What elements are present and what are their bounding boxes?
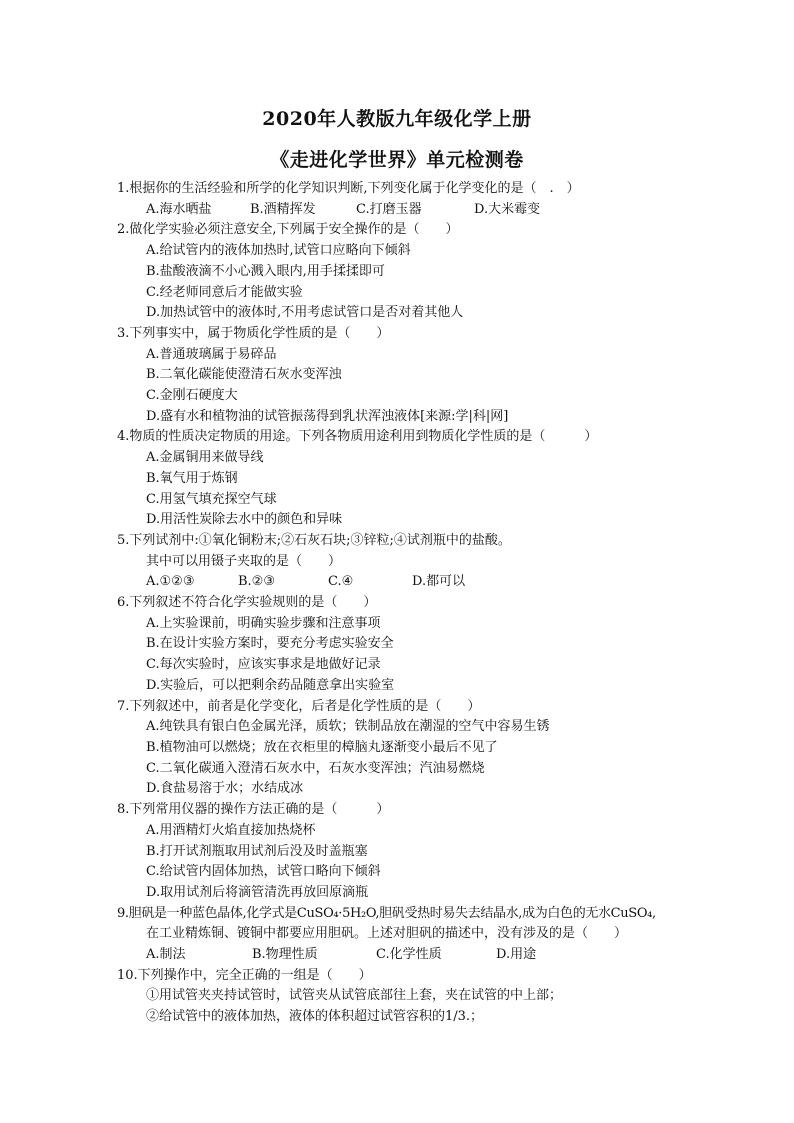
question-3-stem: 3.下列事实中，属于物质化学性质的是（ ） [117,325,390,341]
question-list [117,179,794,1028]
question-2-option-d: D.加热试管中的液体时,不用考虑试管口是否对着其他人 [146,305,464,321]
question-10-item-2: ②给试管中的液体加热，液体的体积超过试管容积的1/3.； [146,1009,484,1025]
question-7-option-b: B.植物油可以燃烧；放在衣柜里的樟脑丸逐渐变小最后不见了 [146,739,498,755]
question-5-stem: 5.下列试剂中:①氧化铜粉末;②石灰石块;③锌粒;④试剂瓶中的盐酸。 [117,532,511,548]
question-8-option-c: C.给试管内固体加热，试管口略向下倾斜 [146,864,381,880]
question-6-option-b: B.在设计实验方案时，要充分考虑实验安全 [146,636,394,652]
question-9-stem: 9.胆矾是一种蓝色晶体,化学式是CuSO₄·5H₂O,胆矾受热时易失去结晶水,成为白色的无水CuSO₄, [117,905,656,921]
question-1-option-b: B.酒精挥发 [250,201,316,217]
question-9-option-a: A.制法 [146,947,186,963]
question-8-option-a: A.用酒精灯火焰直接加热烧杯 [146,822,316,838]
question-1-options [117,200,794,221]
question-5-options [117,572,794,593]
question-9-option-c: C.化学性质 [376,947,442,963]
question-6-option-d: D.实验后，可以把剩余药品随意拿出实验室 [146,677,395,693]
question-4-option-d: D.用活性炭除去水中的颜色和异味 [146,512,343,528]
question-2-option-a: A.给试管内的液体加热时,试管口应略向下倾斜 [146,243,411,259]
question-1-stem: 1.根据你的生活经验和所学的化学知识判断,下列变化属于化学变化的是（ . ） [117,181,580,196]
question-1-option-a: A.海水晒盐 [146,201,212,217]
question-3-option-b: B.二氧化碳能使澄清石灰水变浑浊 [146,367,342,383]
question-8-stem: 8.下列常用仪器的操作方法正确的是（ ） [117,802,390,818]
question-8-option-b: B.打开试剂瓶取用试剂后没及时盖瓶塞 [146,843,368,859]
question-7-option-d: D.食盐易溶于水；水结成冰 [146,781,304,797]
question-5-option-d: D.都可以 [412,574,466,590]
question-10-item-1: ①用试管夹夹持试管时，试管夹从试管底部往上套，夹在试管的中上部； [146,988,563,1004]
question-9-option-b: B.物理性质 [252,947,318,963]
page-title: 2020年人教版九年级化学上册 [262,108,532,130]
question-4-option-b: B.氧气用于炼钢 [146,470,238,486]
question-2-option-c: C.经老师同意后才能做实验 [146,284,303,300]
question-10-stem: 10.下列操作中，完全正确的一组是（ ） [117,967,372,983]
question-9-option-d: D.用途 [496,947,537,963]
question-3-option-a: A.普通玻璃属于易碎品 [146,346,277,362]
question-8-option-d: D.取用试剂后将滴管清洗再放回原滴瓶 [146,884,369,900]
question-6-option-a: A.上实验课前，明确实验步骤和注意事项 [146,615,381,631]
question-7-option-c: C.二氧化碳通入澄清石灰水中，石灰水变浑浊；汽油易燃烧 [146,760,485,776]
question-1-option-d: D.大米霉变 [474,201,541,217]
question-3-option-c: C.金刚石硬度大 [146,388,238,404]
question-4-stem: 4.物质的性质决定物质的用途。下列各物质用途利用到物质化学性质的是（ ） [117,429,598,445]
question-1-option-c: C.打磨玉器 [356,201,422,217]
question-2-stem: 2.做化学实验必须注意安全,下列属于安全操作的是（ ） [117,222,459,238]
question-4-option-c: C.用氢气填充探空气球 [146,491,277,507]
question-6-option-c: C.每次实验时，应该实事求是地做好记录 [146,657,381,673]
question-4-option-a: A.金属铜用来做导线 [146,450,264,466]
page-subtitle: 《走进化学世界》单元检测卷 [270,149,524,171]
question-7-stem: 7.下列叙述中，前者是化学变化，后者是化学性质的是（ ） [117,698,481,714]
question-9-continuation: 在工业精炼铜、镀铜中都要应用胆矾。上述对胆矾的描述中，没有涉及的是（ ） [146,926,628,942]
question-9-options [117,945,794,966]
question-2-option-b: B.盐酸液滴不小心溅入眼内,用手揉揉即可 [146,263,385,279]
question-3-option-d: D.盛有水和植物油的试管振荡得到乳状浑浊液体[来源:学|科|网] [146,408,509,424]
question-7-option-a: A.纯铁具有银白色金属光泽，质软；铁制品放在潮湿的空气中容易生锈 [146,719,550,735]
question-5-option-a: A.①②③ [146,574,195,590]
question-5-continuation: 其中可以用镊子夹取的是（ ） [146,553,342,569]
question-5-option-b: B.②③ [238,574,275,590]
question-5-option-c: C.④ [328,574,354,590]
question-6-stem: 6.下列叙述不符合化学实验规则的是（ ） [117,595,377,611]
